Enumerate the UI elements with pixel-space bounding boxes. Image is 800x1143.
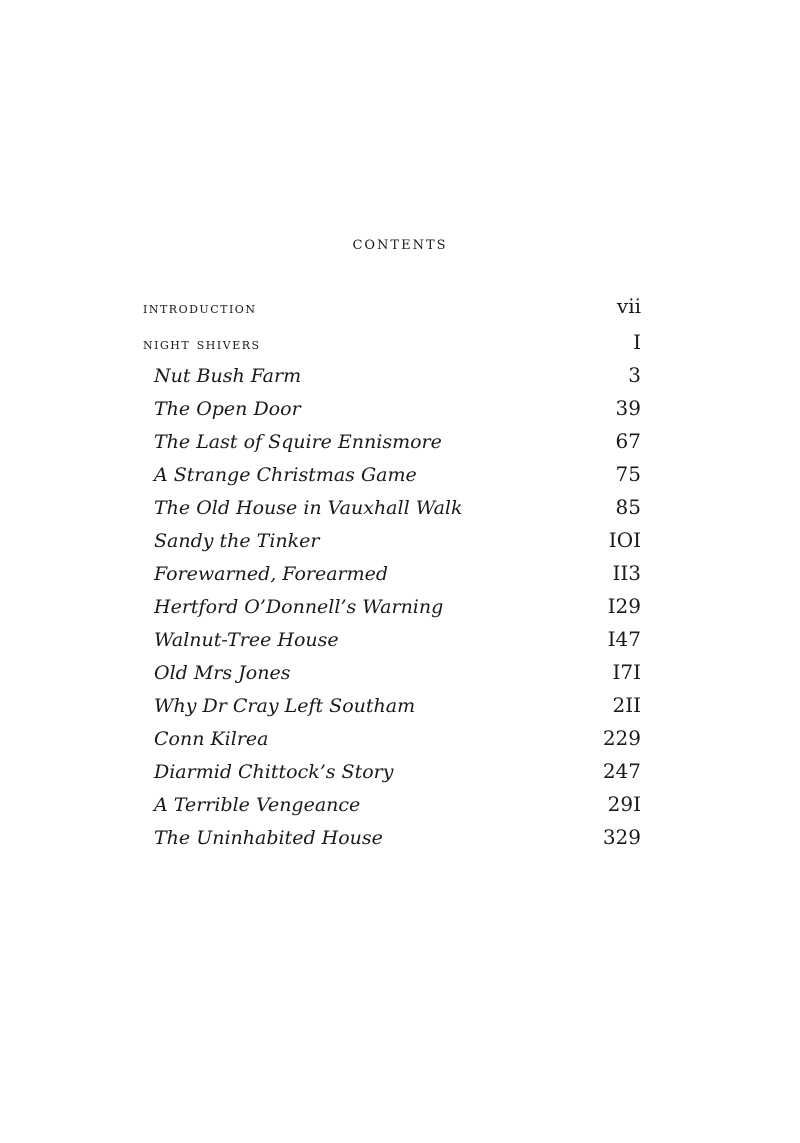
toc-entry[interactable]: [143, 627, 641, 655]
toc-entry[interactable]: [143, 528, 641, 556]
toc-entry[interactable]: [143, 693, 641, 721]
toc-page-number: 229: [602, 726, 641, 750]
toc-entry[interactable]: [143, 726, 641, 754]
toc-entry-title: Old Mrs Jones: [154, 662, 291, 684]
toc-entry-title: Diarmid Chittock’s Story: [154, 761, 394, 783]
toc-section-label: night shivers: [143, 334, 261, 353]
toc-entry[interactable]: [143, 594, 641, 622]
toc-page-number: 3: [628, 363, 641, 387]
toc-section-label: introduction: [143, 298, 257, 317]
toc-entry-title: The Uninhabited House: [154, 827, 383, 849]
toc-entry[interactable]: [143, 825, 641, 853]
toc-page-number: 85: [615, 495, 641, 519]
toc-entry-title: Nut Bush Farm: [154, 365, 302, 387]
toc-entry[interactable]: [143, 429, 641, 457]
toc-page-number: I: [633, 330, 641, 354]
toc-entry[interactable]: [143, 759, 641, 787]
toc-entry[interactable]: [143, 396, 641, 424]
toc-entry-title: A Strange Christmas Game: [154, 464, 417, 486]
toc-entry-title: The Old House in Vauxhall Walk: [154, 497, 463, 519]
toc-section-introduction[interactable]: [143, 294, 641, 322]
toc-entry-title: Conn Kilrea: [154, 728, 269, 750]
toc-page-number: 2II: [612, 693, 641, 717]
toc-page-number: I7I: [612, 660, 641, 684]
toc-entry-title: Forewarned, Forearmed: [154, 563, 389, 585]
toc-page-number: I47: [607, 627, 641, 651]
toc-page-number: 247: [602, 759, 641, 783]
toc-entry[interactable]: [143, 462, 641, 490]
toc-entry[interactable]: [143, 792, 641, 820]
toc-entry-title: The Last of Squire Ennismore: [154, 431, 442, 453]
toc-page-number: 29I: [607, 792, 641, 816]
toc-page-number: I29: [607, 594, 641, 618]
toc-page-number: IOI: [608, 528, 641, 552]
toc-page-number: 67: [615, 429, 641, 453]
toc-entry-title: Hertford O’Donnell’s Warning: [154, 596, 444, 618]
toc-entry[interactable]: [143, 660, 641, 688]
toc-entry-title: A Terrible Vengeance: [154, 794, 361, 816]
toc-entry-title: The Open Door: [154, 398, 301, 420]
toc-page-number: 39: [615, 396, 641, 420]
toc-entry-title: Walnut-Tree House: [154, 629, 339, 651]
toc-section-night-shivers[interactable]: [143, 330, 641, 358]
toc-entry[interactable]: [143, 561, 641, 589]
toc-entry[interactable]: [143, 495, 641, 523]
toc-entry-title: Sandy the Tinker: [154, 530, 320, 552]
toc-entry-title: Why Dr Cray Left Southam: [154, 695, 416, 717]
toc-page-number: 329: [602, 825, 641, 849]
page-title: contents: [352, 232, 448, 254]
toc-page-number: II3: [612, 561, 641, 585]
toc-entry[interactable]: [143, 363, 641, 391]
toc-page-number: 75: [615, 462, 641, 486]
toc-page-number: vii: [616, 294, 641, 318]
